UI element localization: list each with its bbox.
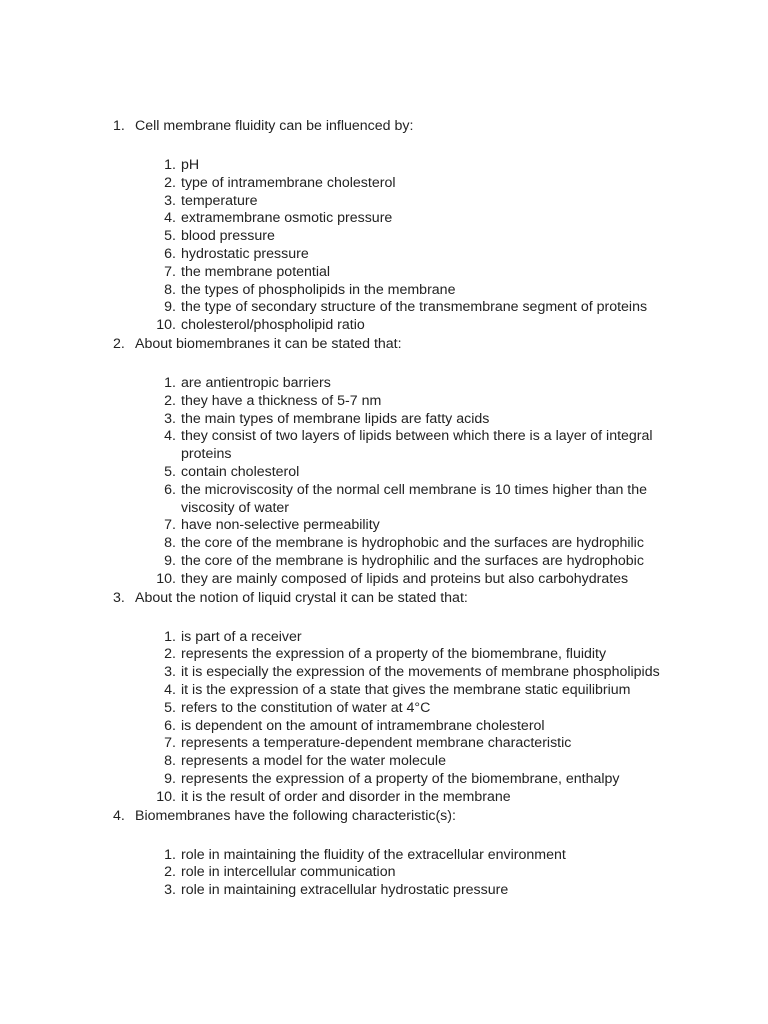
option-text: are antientropic barriers bbox=[181, 374, 331, 391]
option-item bbox=[0, 428, 768, 464]
option-list bbox=[0, 847, 768, 900]
question-text: About the notion of liquid crystal it can be stated that: bbox=[135, 589, 468, 606]
option-number: 3. bbox=[164, 192, 176, 209]
option-text: role in maintaining the fluidity of the extracellular environment bbox=[181, 846, 566, 863]
option-number: 8. bbox=[164, 753, 176, 770]
option-item bbox=[0, 411, 768, 429]
question-spacer bbox=[0, 353, 768, 375]
question-text: Cell membrane fluidity can be influenced by: bbox=[135, 118, 414, 134]
question-spacer bbox=[0, 825, 768, 847]
option-number: 3. bbox=[164, 882, 176, 899]
option-text: have non-selective permeability bbox=[181, 517, 380, 534]
option-number: 4. bbox=[164, 681, 176, 698]
option-item bbox=[0, 753, 768, 771]
option-number: 5. bbox=[164, 463, 176, 480]
option-item bbox=[0, 789, 768, 807]
option-text: they consist of two layers of lipids between which there is a layer of integral proteins bbox=[181, 428, 653, 463]
option-text: the main types of membrane lipids are fatty acids bbox=[181, 410, 490, 427]
option-item bbox=[0, 175, 768, 193]
option-text: the types of phospholipids in the membrane bbox=[181, 281, 456, 298]
question-text: About biomembranes it can be stated that: bbox=[135, 335, 402, 352]
option-item bbox=[0, 193, 768, 211]
option-text: role in maintaining extracellular hydrostatic pressure bbox=[181, 882, 509, 899]
option-item bbox=[0, 700, 768, 718]
option-text: the membrane potential bbox=[181, 263, 331, 280]
question-number: 4. bbox=[113, 807, 125, 824]
option-number: 3. bbox=[164, 410, 176, 427]
option-text: contain cholesterol bbox=[181, 463, 300, 480]
question-list bbox=[0, 117, 768, 900]
option-text: role in intercellular communication bbox=[181, 864, 396, 881]
option-item bbox=[0, 464, 768, 482]
option-item bbox=[0, 847, 768, 865]
option-number: 9. bbox=[164, 299, 176, 316]
option-item bbox=[0, 629, 768, 647]
option-number: 6. bbox=[164, 717, 176, 734]
option-number: 5. bbox=[164, 228, 176, 245]
option-item bbox=[0, 375, 768, 393]
option-text: hydrostatic pressure bbox=[181, 245, 309, 262]
option-number: 5. bbox=[164, 699, 176, 716]
option-text: pH bbox=[181, 157, 200, 173]
question-heading bbox=[0, 807, 768, 825]
option-number: 4. bbox=[164, 428, 176, 445]
question-heading bbox=[0, 117, 768, 135]
option-number: 3. bbox=[164, 664, 176, 681]
option-text: represents a model for the water molecule bbox=[181, 753, 446, 770]
option-list bbox=[0, 157, 768, 335]
option-item bbox=[0, 282, 768, 300]
option-number: 7. bbox=[164, 735, 176, 752]
option-number: 9. bbox=[164, 552, 176, 569]
option-list bbox=[0, 375, 768, 589]
option-text: it is especially the expression of the movements of membrane phospholipids bbox=[181, 664, 660, 681]
option-text: temperature bbox=[181, 192, 258, 209]
option-item bbox=[0, 553, 768, 571]
option-text: represents a temperature-dependent membrane characteristic bbox=[181, 735, 572, 752]
question-spacer bbox=[0, 607, 768, 629]
option-number: 1. bbox=[164, 628, 176, 645]
option-number: 10. bbox=[156, 570, 176, 587]
option-number: 1. bbox=[164, 374, 176, 391]
question-text: Biomembranes have the following characteristic(s): bbox=[135, 807, 456, 824]
option-item bbox=[0, 735, 768, 753]
question-4 bbox=[0, 807, 768, 900]
option-item bbox=[0, 157, 768, 175]
question-number: 2. bbox=[113, 335, 125, 352]
question-number: 1. bbox=[113, 118, 125, 134]
option-text: it is the expression of a state that gives the membrane static equilibrium bbox=[181, 681, 631, 698]
option-number: 10. bbox=[156, 317, 176, 334]
option-item bbox=[0, 535, 768, 553]
option-text: extramembrane osmotic pressure bbox=[181, 210, 393, 227]
option-item bbox=[0, 718, 768, 736]
option-text: is dependent on the amount of intramembrane cholesterol bbox=[181, 717, 545, 734]
option-number: 1. bbox=[164, 157, 176, 173]
option-text: they are mainly composed of lipids and proteins but also carbohydrates bbox=[181, 570, 629, 587]
option-number: 7. bbox=[164, 263, 176, 280]
option-text: blood pressure bbox=[181, 228, 275, 245]
option-number: 2. bbox=[164, 646, 176, 663]
option-item bbox=[0, 317, 768, 335]
option-number: 9. bbox=[164, 770, 176, 787]
option-text: refers to the constitution of water at 4°C bbox=[181, 699, 431, 716]
question-number: 3. bbox=[113, 589, 125, 606]
option-text: it is the result of order and disorder in the membrane bbox=[181, 788, 511, 805]
option-number: 4. bbox=[164, 210, 176, 227]
option-number: 8. bbox=[164, 281, 176, 298]
option-number: 7. bbox=[164, 517, 176, 534]
option-item bbox=[0, 228, 768, 246]
option-text: the microviscosity of the normal cell membrane is 10 times higher than the viscosity of water bbox=[181, 481, 648, 516]
option-text: they have a thickness of 5-7 nm bbox=[181, 392, 382, 409]
option-text: type of intramembrane cholesterol bbox=[181, 174, 396, 191]
option-text: represents the expression of a property of the biomembrane, enthalpy bbox=[181, 770, 620, 787]
question-spacer bbox=[0, 135, 768, 157]
option-number: 2. bbox=[164, 392, 176, 409]
option-item bbox=[0, 571, 768, 589]
option-item bbox=[0, 264, 768, 282]
option-number: 8. bbox=[164, 535, 176, 552]
option-item bbox=[0, 646, 768, 664]
option-item bbox=[0, 864, 768, 882]
question-2 bbox=[0, 335, 768, 589]
question-heading bbox=[0, 589, 768, 607]
option-item bbox=[0, 210, 768, 228]
option-number: 2. bbox=[164, 174, 176, 191]
option-item bbox=[0, 517, 768, 535]
option-item bbox=[0, 482, 768, 518]
option-number: 6. bbox=[164, 245, 176, 262]
option-text: the core of the membrane is hydrophobic and the surfaces are hydrophilic bbox=[181, 535, 644, 552]
question-3 bbox=[0, 589, 768, 807]
option-item bbox=[0, 771, 768, 789]
option-item bbox=[0, 246, 768, 264]
option-item bbox=[0, 882, 768, 900]
option-number: 1. bbox=[164, 846, 176, 863]
option-item bbox=[0, 664, 768, 682]
option-list bbox=[0, 629, 768, 807]
option-text: the type of secondary structure of the transmembrane segment of proteins bbox=[181, 299, 648, 316]
question-heading bbox=[0, 335, 768, 353]
option-number: 10. bbox=[156, 788, 176, 805]
option-item bbox=[0, 393, 768, 411]
option-number: 6. bbox=[164, 481, 176, 498]
option-item bbox=[0, 299, 768, 317]
option-text: is part of a receiver bbox=[181, 628, 302, 645]
option-item bbox=[0, 682, 768, 700]
option-text: represents the expression of a property of the biomembrane, fluidity bbox=[181, 646, 607, 663]
question-1 bbox=[0, 117, 768, 335]
option-text: the core of the membrane is hydrophilic and the surfaces are hydrophobic bbox=[181, 552, 644, 569]
option-text: cholesterol/phospholipid ratio bbox=[181, 317, 365, 334]
option-number: 2. bbox=[164, 864, 176, 881]
